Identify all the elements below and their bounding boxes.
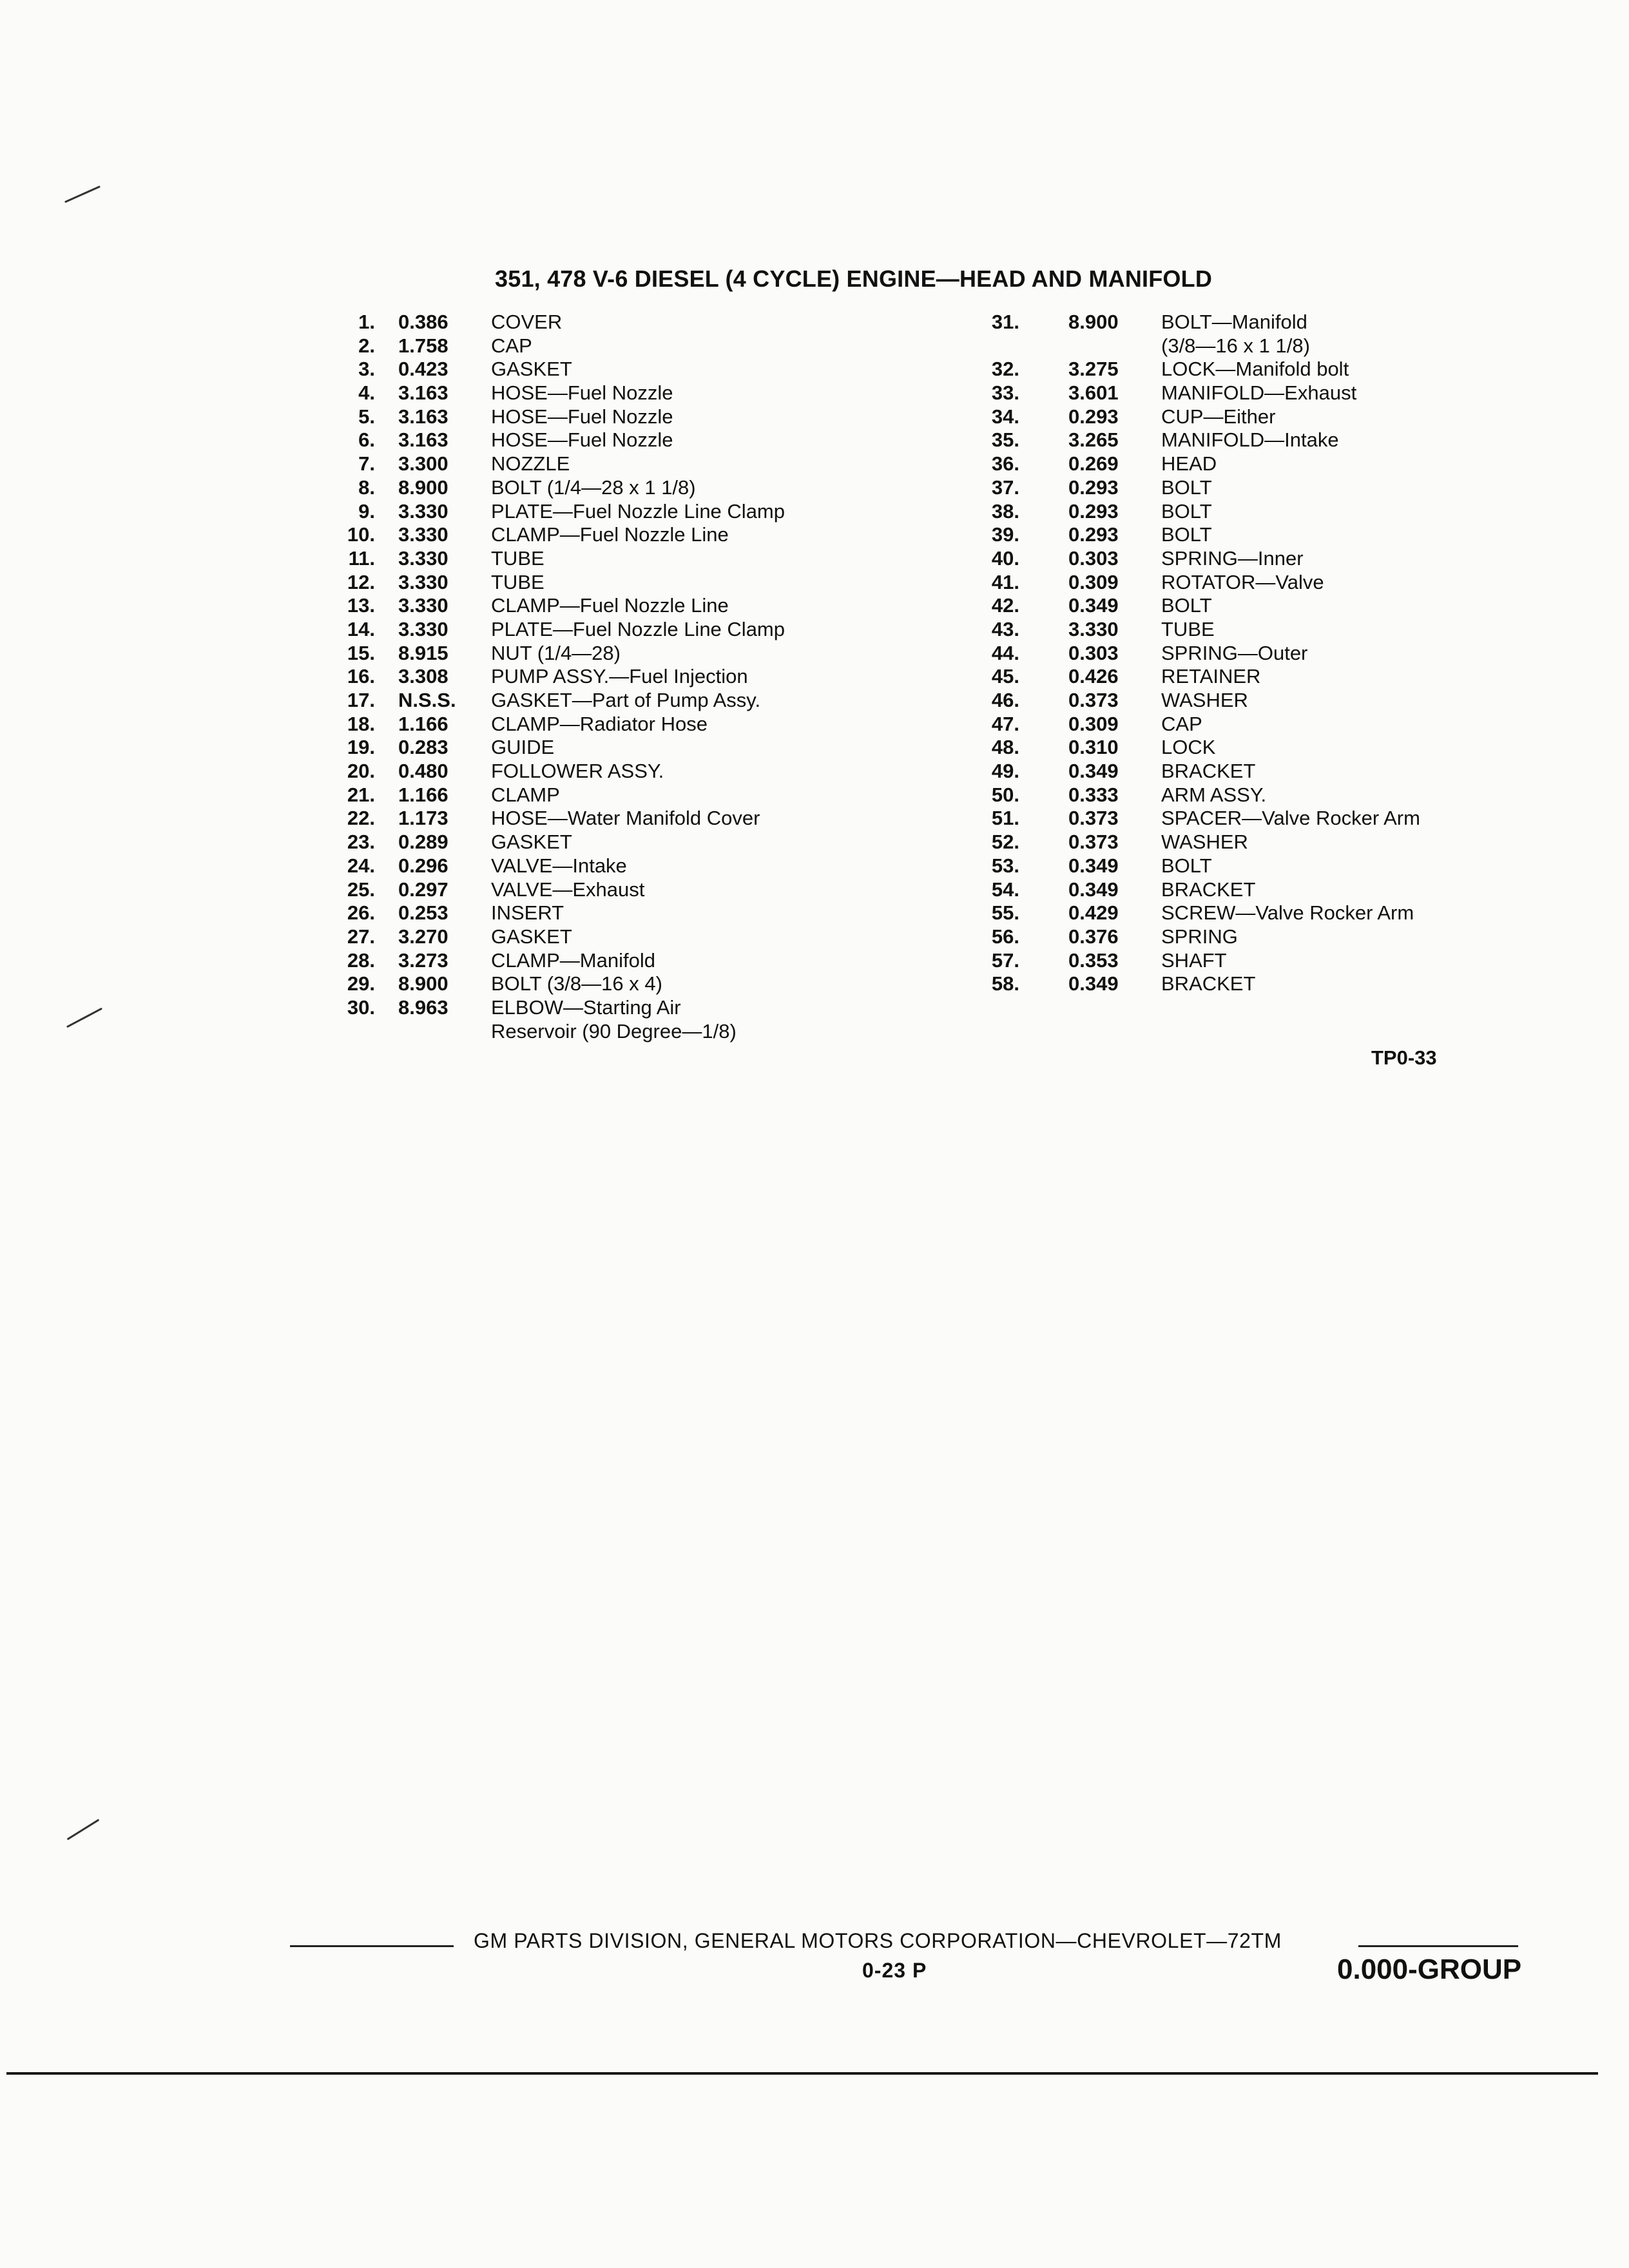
part-number: 53. bbox=[991, 854, 1019, 877]
group-code: 0.423 bbox=[398, 358, 448, 381]
part-description-line: BOLT bbox=[1161, 499, 1212, 523]
part-description bbox=[491, 689, 760, 713]
part-description bbox=[1161, 405, 1275, 429]
part-description-line: PUMP ASSY.—Fuel Injection bbox=[491, 665, 748, 688]
part-description bbox=[1161, 452, 1217, 476]
part-description bbox=[1161, 760, 1255, 783]
part-number: 52. bbox=[991, 831, 1019, 854]
part-description-line: BRACKET bbox=[1161, 972, 1256, 995]
part-description-line: TUBE bbox=[491, 546, 545, 570]
scan-mark bbox=[66, 1008, 102, 1028]
group-code: 3.270 bbox=[398, 925, 448, 948]
part-description bbox=[491, 736, 554, 760]
group-code: 3.330 bbox=[398, 570, 448, 593]
group-code: 3.330 bbox=[398, 594, 448, 617]
part-number: 33. bbox=[991, 381, 1019, 405]
part-number: 56. bbox=[991, 925, 1019, 948]
part-number: 38. bbox=[991, 499, 1019, 523]
part-description-line: BOLT (1/4—28 x 1 1/8) bbox=[491, 476, 696, 499]
part-description-line: NUT (1/4—28) bbox=[491, 641, 621, 664]
part-description bbox=[1161, 547, 1304, 571]
part-description bbox=[1161, 381, 1356, 405]
group-code: 0.296 bbox=[398, 854, 448, 877]
group-code: 3.330 bbox=[398, 546, 448, 570]
part-number: 29. bbox=[347, 972, 375, 995]
group-code: 3.163 bbox=[398, 405, 448, 428]
part-description bbox=[491, 358, 572, 381]
part-description-line: WASHER bbox=[1161, 689, 1248, 712]
group-code: 3.300 bbox=[398, 452, 448, 476]
part-description bbox=[491, 334, 532, 358]
part-description bbox=[491, 428, 673, 452]
group-code: 0.310 bbox=[1068, 736, 1119, 759]
group-code: 8.915 bbox=[398, 641, 448, 664]
part-description-line: HOSE—Water Manifold Cover bbox=[491, 807, 760, 830]
part-number: 39. bbox=[991, 523, 1019, 546]
part-number: 25. bbox=[347, 878, 375, 901]
part-description bbox=[491, 831, 572, 854]
part-description-line: BOLT bbox=[1161, 854, 1212, 877]
part-description bbox=[491, 571, 545, 595]
part-description-line: GASKET bbox=[491, 831, 572, 854]
part-number: 54. bbox=[991, 878, 1019, 901]
group-code: 0.373 bbox=[1068, 689, 1119, 712]
group-code: 0.480 bbox=[398, 760, 448, 783]
group-code: 3.330 bbox=[398, 523, 448, 546]
part-description bbox=[1161, 594, 1212, 618]
group-code: 3.330 bbox=[1068, 617, 1119, 640]
group-code: 0.373 bbox=[1068, 807, 1119, 830]
group-code: 0.373 bbox=[1068, 831, 1119, 854]
part-description-line: BRACKET bbox=[1161, 878, 1256, 901]
part-number: 10. bbox=[347, 523, 375, 546]
part-description bbox=[491, 949, 655, 973]
part-description bbox=[491, 594, 729, 618]
part-number: 12. bbox=[347, 570, 375, 593]
part-description-line: ARM ASSY. bbox=[1161, 783, 1267, 806]
part-description-line: HOSE—Fuel Nozzle bbox=[491, 428, 673, 452]
group-code: 0.386 bbox=[398, 311, 448, 333]
group-code: 0.269 bbox=[1068, 452, 1119, 476]
group-code: 0.349 bbox=[1068, 760, 1119, 783]
part-description-line: INSERT bbox=[491, 901, 564, 925]
part-number: 27. bbox=[347, 925, 375, 948]
part-description bbox=[1161, 311, 1310, 358]
part-description bbox=[491, 618, 785, 642]
part-description-line: VALVE—Exhaust bbox=[491, 878, 645, 901]
part-description bbox=[491, 760, 664, 783]
group-code: 0.253 bbox=[398, 901, 448, 925]
part-description bbox=[1161, 358, 1349, 381]
part-number: 58. bbox=[991, 972, 1019, 995]
part-description bbox=[1161, 689, 1248, 713]
part-description bbox=[491, 381, 673, 405]
part-number: 26. bbox=[347, 901, 375, 925]
part-description-line: PLATE—Fuel Nozzle Line Clamp bbox=[491, 499, 785, 523]
group-code: 1.166 bbox=[398, 712, 448, 735]
group-code: 1.166 bbox=[398, 783, 448, 806]
footer-rule-right bbox=[1358, 1945, 1518, 1947]
part-number: 9. bbox=[358, 499, 375, 523]
part-number: 40. bbox=[991, 546, 1019, 570]
part-number: 1. bbox=[358, 311, 375, 333]
part-number: 6. bbox=[358, 428, 375, 452]
scan-mark bbox=[64, 186, 101, 203]
group-code: N.S.S. bbox=[398, 689, 456, 711]
group-code: 0.293 bbox=[1068, 523, 1119, 546]
figure-reference: TP0-33 bbox=[1371, 1046, 1437, 1069]
part-description-line: BOLT bbox=[1161, 476, 1212, 499]
part-description bbox=[1161, 642, 1307, 666]
part-number: 19. bbox=[347, 736, 375, 759]
group-code: 0.333 bbox=[1068, 783, 1119, 806]
part-description-line: TUBE bbox=[491, 570, 545, 593]
part-description bbox=[491, 807, 760, 831]
part-description bbox=[491, 547, 545, 571]
part-number: 23. bbox=[347, 831, 375, 854]
part-description-line: HEAD bbox=[1161, 452, 1217, 476]
group-code: 8.900 bbox=[398, 476, 448, 499]
part-description-line: CLAMP—Fuel Nozzle Line bbox=[491, 523, 729, 546]
part-description-line: BRACKET bbox=[1161, 760, 1256, 783]
group-code: 1.758 bbox=[398, 334, 448, 357]
part-description-line: WASHER bbox=[1161, 831, 1248, 854]
part-description-line: FOLLOWER ASSY. bbox=[491, 760, 664, 783]
part-description bbox=[491, 854, 627, 878]
group-code: 0.309 bbox=[1068, 712, 1119, 735]
part-description bbox=[491, 642, 621, 666]
group-code: 3.330 bbox=[398, 617, 448, 640]
part-description-line: LOCK—Manifold bolt bbox=[1161, 358, 1349, 381]
part-description-line: CLAMP—Fuel Nozzle Line bbox=[491, 594, 729, 617]
part-description-line: ELBOW—Starting Air bbox=[491, 995, 681, 1019]
part-number: 43. bbox=[991, 617, 1019, 640]
group-code: 3.275 bbox=[1068, 358, 1119, 381]
part-description-continuation: (3/8—16 x 1 1/8) bbox=[1161, 334, 1310, 357]
group-code: 3.273 bbox=[398, 948, 448, 972]
part-description-continuation: Reservoir (90 Degree—1/8) bbox=[491, 1019, 737, 1043]
group-code: 0.289 bbox=[398, 831, 448, 854]
group-code: 3.308 bbox=[398, 665, 448, 688]
part-description bbox=[1161, 736, 1215, 760]
part-description-line: CAP bbox=[491, 334, 532, 357]
part-description-line: GUIDE bbox=[491, 736, 555, 759]
page-title: 351, 478 V-6 DIESEL (4 CYCLE) ENGINE—HEAD AND MANIFOLD bbox=[495, 265, 1213, 292]
part-number: 37. bbox=[991, 476, 1019, 499]
part-description bbox=[1161, 854, 1212, 878]
part-description-line: BOLT—Manifold bbox=[1161, 311, 1307, 333]
group-code: 0.293 bbox=[1068, 405, 1119, 428]
part-description-line: MANIFOLD—Intake bbox=[1161, 428, 1339, 452]
scan-mark bbox=[67, 1819, 100, 1840]
group-code: 1.173 bbox=[398, 807, 448, 830]
part-description bbox=[491, 523, 729, 547]
group-code: 0.309 bbox=[1068, 570, 1119, 593]
group-code: 0.349 bbox=[1068, 594, 1119, 617]
part-description bbox=[491, 311, 562, 334]
part-description bbox=[1161, 713, 1202, 736]
part-number: 47. bbox=[991, 712, 1019, 735]
part-description-line: BOLT (3/8—16 x 4) bbox=[491, 972, 662, 995]
part-number: 50. bbox=[991, 783, 1019, 806]
part-number: 57. bbox=[991, 948, 1019, 972]
part-number: 30. bbox=[347, 995, 375, 1019]
part-number: 22. bbox=[347, 807, 375, 830]
group-code: 3.163 bbox=[398, 381, 448, 405]
page-number: 0-23 P bbox=[862, 1959, 927, 1982]
group-code: 0.349 bbox=[1068, 972, 1119, 995]
part-number: 51. bbox=[991, 807, 1019, 830]
part-number: 55. bbox=[991, 901, 1019, 925]
part-description-line: CLAMP bbox=[491, 783, 560, 806]
part-description-line: SPRING—Outer bbox=[1161, 641, 1308, 664]
part-number: 49. bbox=[991, 760, 1019, 783]
part-description bbox=[491, 878, 644, 902]
part-description-line: MANIFOLD—Exhaust bbox=[1161, 381, 1357, 405]
part-number: 34. bbox=[991, 405, 1019, 428]
part-number: 31. bbox=[991, 311, 1019, 333]
group-code: 0.429 bbox=[1068, 901, 1119, 925]
part-number: 44. bbox=[991, 641, 1019, 664]
group-code: 8.963 bbox=[398, 995, 448, 1019]
part-description bbox=[1161, 901, 1414, 925]
footer-text: GM PARTS DIVISION, GENERAL MOTORS CORPORATION—CHEVROLET—72TM bbox=[474, 1929, 1282, 1952]
part-number: 36. bbox=[991, 452, 1019, 476]
part-description bbox=[1161, 807, 1420, 831]
part-description bbox=[1161, 476, 1212, 500]
part-description bbox=[1161, 831, 1248, 854]
part-description bbox=[491, 500, 785, 524]
part-description-line: SPACER—Valve Rocker Arm bbox=[1161, 807, 1420, 830]
group-code: 0.293 bbox=[1068, 476, 1119, 499]
part-description-line: SPRING—Inner bbox=[1161, 546, 1304, 570]
part-number: 7. bbox=[358, 452, 375, 476]
part-number: 4. bbox=[358, 381, 375, 405]
part-number: 14. bbox=[347, 617, 375, 640]
group-code: 0.376 bbox=[1068, 925, 1119, 948]
part-description bbox=[491, 996, 737, 1043]
part-description-line: CLAMP—Manifold bbox=[491, 948, 655, 972]
part-description bbox=[491, 452, 570, 476]
part-number: 24. bbox=[347, 854, 375, 877]
part-description bbox=[1161, 571, 1324, 595]
part-description-line: ROTATOR—Valve bbox=[1161, 570, 1324, 593]
part-number: 17. bbox=[347, 689, 375, 711]
part-description-line: CAP bbox=[1161, 712, 1202, 735]
part-number: 13. bbox=[347, 594, 375, 617]
group-code: 3.163 bbox=[398, 428, 448, 452]
part-description-line: RETAINER bbox=[1161, 665, 1261, 688]
group-code: 3.330 bbox=[398, 499, 448, 523]
group-code: 0.353 bbox=[1068, 948, 1119, 972]
part-description bbox=[1161, 428, 1339, 452]
group-code: 0.303 bbox=[1068, 641, 1119, 664]
group-number: 0.000-GROUP bbox=[1337, 1954, 1522, 1985]
part-description-line: NOZZLE bbox=[491, 452, 570, 476]
part-number: 35. bbox=[991, 428, 1019, 452]
part-number: 18. bbox=[347, 712, 375, 735]
part-description bbox=[491, 925, 572, 949]
part-number: 32. bbox=[991, 358, 1019, 381]
group-code: 3.265 bbox=[1068, 428, 1119, 452]
part-description bbox=[491, 783, 560, 807]
part-number: 48. bbox=[991, 736, 1019, 759]
part-description-line: LOCK bbox=[1161, 736, 1216, 759]
part-description bbox=[1161, 878, 1255, 902]
group-code: 0.426 bbox=[1068, 665, 1119, 688]
group-code: 8.900 bbox=[398, 972, 448, 995]
part-number: 11. bbox=[348, 546, 375, 570]
part-description-line: BOLT bbox=[1161, 594, 1212, 617]
part-number: 41. bbox=[991, 570, 1019, 593]
part-description-line: GASKET—Part of Pump Assy. bbox=[491, 689, 761, 711]
part-description bbox=[1161, 949, 1227, 973]
part-description bbox=[491, 972, 662, 996]
part-description bbox=[1161, 523, 1212, 547]
group-code: 0.303 bbox=[1068, 546, 1119, 570]
part-description bbox=[491, 665, 748, 689]
footer-rule-left bbox=[290, 1945, 454, 1947]
group-code: 0.293 bbox=[1068, 499, 1119, 523]
part-description bbox=[491, 405, 673, 429]
part-description bbox=[491, 476, 696, 500]
part-number: 46. bbox=[991, 689, 1019, 712]
group-code: 0.349 bbox=[1068, 854, 1119, 877]
group-code: 3.601 bbox=[1068, 381, 1119, 405]
part-description-line: BOLT bbox=[1161, 523, 1212, 546]
part-description-line: HOSE—Fuel Nozzle bbox=[491, 405, 673, 428]
part-number: 5. bbox=[358, 405, 375, 428]
part-description-line: SHAFT bbox=[1161, 948, 1227, 972]
group-code: 0.283 bbox=[398, 736, 448, 759]
part-number: 16. bbox=[347, 665, 375, 688]
part-number: 42. bbox=[991, 594, 1019, 617]
part-description-line: CLAMP—Radiator Hose bbox=[491, 712, 708, 735]
part-description-line: SCREW—Valve Rocker Arm bbox=[1161, 901, 1414, 925]
part-description-line: CUP—Either bbox=[1161, 405, 1276, 428]
part-description bbox=[1161, 618, 1215, 642]
part-number: 15. bbox=[347, 641, 375, 664]
part-description bbox=[1161, 783, 1266, 807]
part-description bbox=[491, 713, 708, 736]
part-number: 20. bbox=[347, 760, 375, 783]
part-number: 45. bbox=[991, 665, 1019, 688]
part-description-line: GASKET bbox=[491, 358, 572, 381]
group-code: 0.349 bbox=[1068, 878, 1119, 901]
part-description-line: TUBE bbox=[1161, 617, 1215, 640]
part-description bbox=[1161, 972, 1255, 996]
part-description bbox=[1161, 925, 1238, 949]
bottom-rule bbox=[6, 2072, 1598, 2075]
group-code: 8.900 bbox=[1068, 311, 1119, 333]
part-number: 3. bbox=[358, 358, 375, 381]
group-code: 0.297 bbox=[398, 878, 448, 901]
part-number: 21. bbox=[347, 783, 375, 806]
part-description-line: COVER bbox=[491, 311, 563, 333]
part-number: 8. bbox=[358, 476, 375, 499]
part-description bbox=[491, 901, 564, 925]
part-description-line: HOSE—Fuel Nozzle bbox=[491, 381, 673, 405]
part-number: 2. bbox=[358, 334, 375, 357]
part-description bbox=[1161, 500, 1212, 524]
part-description-line: GASKET bbox=[491, 925, 572, 948]
part-description-line: SPRING bbox=[1161, 925, 1238, 948]
part-description bbox=[1161, 665, 1260, 689]
part-description-line: PLATE—Fuel Nozzle Line Clamp bbox=[491, 617, 785, 640]
part-description-line: VALVE—Intake bbox=[491, 854, 627, 877]
part-number: 28. bbox=[347, 948, 375, 972]
